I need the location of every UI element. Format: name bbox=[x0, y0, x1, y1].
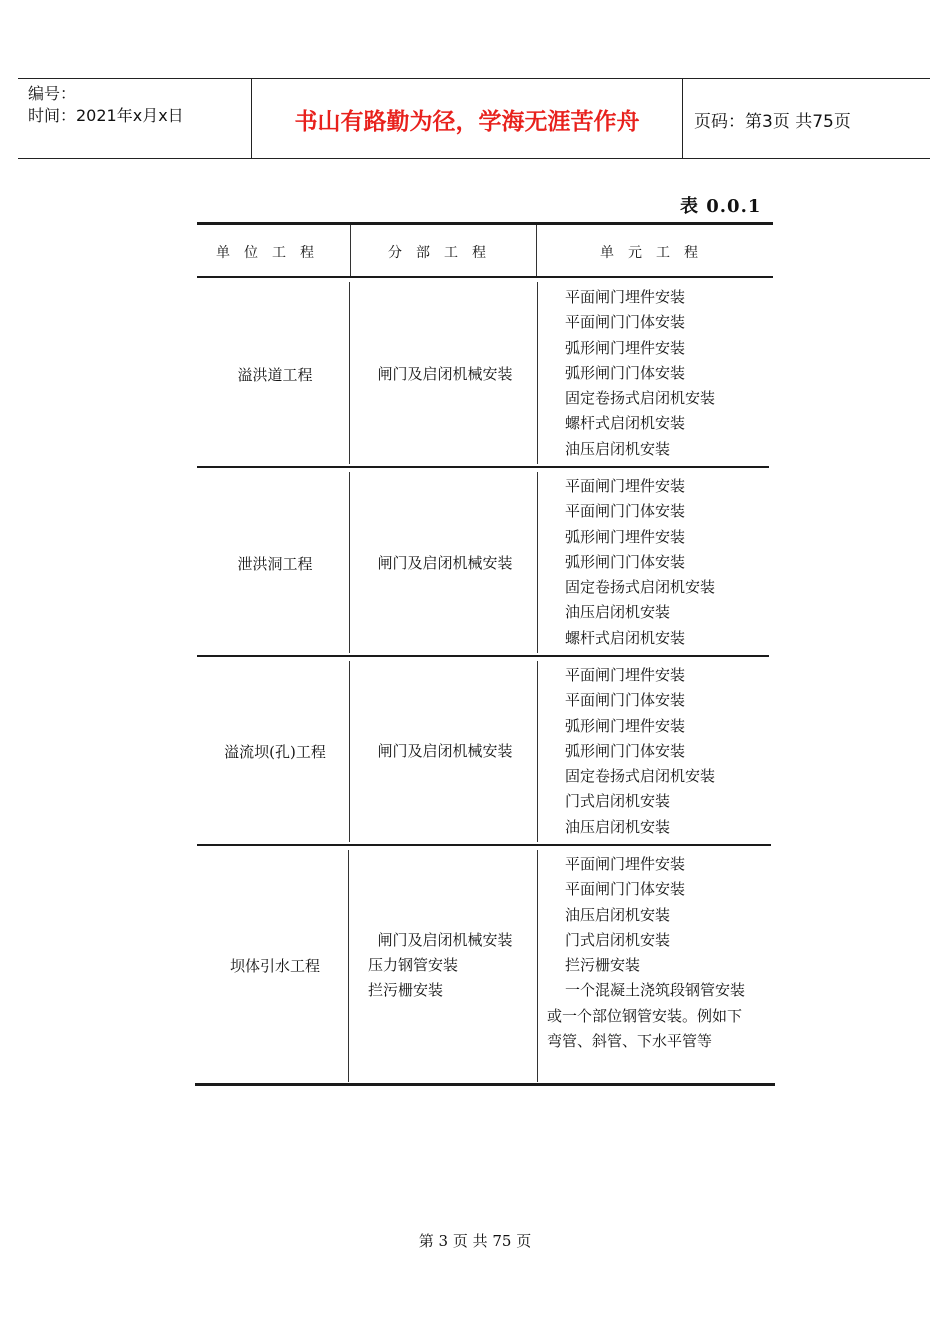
table-header-rule bbox=[197, 276, 773, 278]
element-item: 螺杆式启闭机安装 bbox=[565, 414, 686, 433]
column-header-element: 单元工程 bbox=[600, 245, 712, 261]
division-item: 压力钢管安装 bbox=[368, 956, 459, 974]
division-item: 闸门及启闭机械安装 bbox=[377, 365, 513, 383]
element-item: 弧形闸门埋件安装 bbox=[565, 716, 686, 735]
division-cell bbox=[352, 928, 538, 1003]
division-item: 闸门及启闭机械安装 bbox=[377, 554, 513, 572]
table-caption: 表 0.0.1 bbox=[680, 196, 762, 217]
column-divider bbox=[350, 225, 351, 276]
division-cell bbox=[352, 739, 538, 764]
row-divider bbox=[197, 844, 771, 846]
element-item: 平面闸门门体安装 bbox=[565, 691, 686, 710]
element-item: 油压启闭机安装 bbox=[565, 905, 671, 924]
serial-label: 编号： bbox=[28, 84, 77, 103]
element-list bbox=[565, 663, 715, 840]
unit-cell: 坝体引水工程 bbox=[229, 957, 320, 975]
element-item: 固定卷扬式启闭机安装 bbox=[565, 389, 716, 408]
header-page-info: 页码：第3页 共75页 bbox=[694, 112, 851, 132]
division-cell bbox=[352, 551, 538, 576]
element-item: 油压启闭机安装 bbox=[565, 817, 671, 836]
element-item: 平面闸门埋件安装 bbox=[565, 666, 686, 684]
unit-cell: 溢流坝(孔)工程 bbox=[224, 743, 326, 761]
element-item: 门式启闭机安装 bbox=[565, 792, 671, 811]
element-list bbox=[565, 285, 715, 462]
row-divider bbox=[197, 466, 769, 468]
element-item: 平面闸门门体安装 bbox=[565, 880, 686, 899]
element-item: 弯管、斜管、下水平管等 bbox=[547, 1032, 713, 1051]
element-item: 平面闸门门体安装 bbox=[565, 502, 686, 521]
division-cell bbox=[352, 362, 538, 387]
element-item: 门式启闭机安装 bbox=[565, 930, 671, 949]
element-item: 平面闸门埋件安装 bbox=[565, 477, 686, 495]
division-item: 闸门及启闭机械安装 bbox=[377, 742, 513, 760]
element-item: 弧形闸门门体安装 bbox=[565, 741, 686, 760]
table-bottom-rule bbox=[195, 1083, 775, 1086]
header-motto: 书山有路勤为径，学海无涯苦作舟 bbox=[294, 108, 640, 135]
document-header bbox=[18, 78, 930, 159]
element-item: 固定卷扬式启闭机安装 bbox=[565, 767, 716, 786]
table-top-rule bbox=[197, 222, 773, 225]
element-item: 弧形闸门门体安装 bbox=[565, 363, 686, 382]
element-item: 一个混凝土浇筑段钢管安装 bbox=[565, 981, 746, 1000]
row-divider bbox=[197, 655, 769, 657]
element-item: 平面闸门埋件安装 bbox=[565, 288, 686, 306]
element-item: 油压启闭机安装 bbox=[565, 603, 671, 622]
element-item: 弧形闸门埋件安装 bbox=[565, 527, 686, 546]
element-item: 螺杆式启闭机安装 bbox=[565, 628, 686, 647]
column-header-division: 分部工程 bbox=[388, 245, 500, 261]
element-item: 油压启闭机安装 bbox=[565, 439, 671, 458]
element-item: 平面闸门门体安装 bbox=[565, 313, 686, 332]
column-divider bbox=[536, 225, 537, 276]
header-meta bbox=[28, 83, 184, 127]
division-item: 闸门及启闭机械安装 bbox=[377, 931, 513, 949]
header-divider bbox=[682, 79, 683, 158]
element-item: 平面闸门埋件安装 bbox=[565, 855, 686, 873]
unit-cell: 溢洪道工程 bbox=[237, 366, 313, 384]
division-item: 拦污栅安装 bbox=[368, 981, 444, 999]
element-list bbox=[547, 852, 746, 1054]
element-item: 弧形闸门埋件安装 bbox=[565, 338, 686, 357]
element-item: 或一个部位钢管安装。例如下 bbox=[547, 1006, 743, 1025]
page-footer: 第 3 页 共 75 页 bbox=[418, 1232, 532, 1250]
column-header-unit: 单位工程 bbox=[216, 245, 328, 261]
unit-cell: 泄洪洞工程 bbox=[237, 555, 313, 573]
element-item: 弧形闸门门体安装 bbox=[565, 552, 686, 571]
element-item: 拦污栅安装 bbox=[565, 956, 641, 975]
time-label: 时间：2021年x月x日 bbox=[28, 106, 184, 125]
element-item: 固定卷扬式启闭机安装 bbox=[565, 578, 716, 597]
element-list bbox=[565, 474, 715, 651]
